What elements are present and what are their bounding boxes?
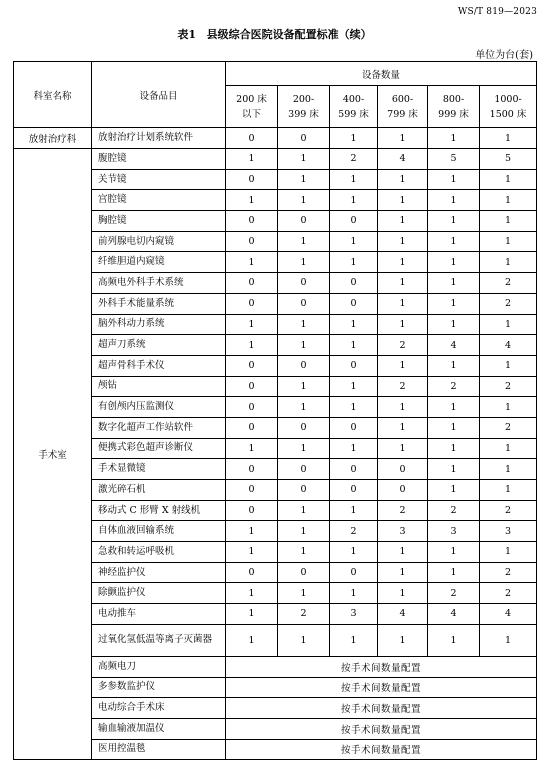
quantity-cell: 1 — [378, 438, 428, 459]
quantity-cell: 0 — [378, 459, 428, 480]
equipment-item: 颅钻 — [92, 376, 226, 397]
quantity-cell: 1 — [428, 211, 480, 232]
quantity-cell: 1 — [480, 169, 537, 190]
quantity-cell: 2 — [330, 149, 378, 170]
table-row — [14, 397, 537, 418]
quantity-cell: 1 — [278, 314, 330, 335]
equipment-item: 超声骨科手术仪 — [92, 355, 226, 376]
header-bed-range-line: 400- — [342, 93, 365, 105]
quantity-cell: 1 — [378, 128, 428, 149]
quantity-cell: 4 — [428, 604, 480, 625]
table-row — [14, 314, 537, 335]
standard-number: WS/T 819—2023 — [458, 7, 537, 17]
quantity-cell: 2 — [480, 583, 537, 604]
quantity-cell: 1 — [226, 604, 278, 625]
quantity-cell: 1 — [278, 542, 330, 563]
equipment-table — [13, 61, 537, 760]
quantity-cell: 1 — [428, 293, 480, 314]
quantity-note: 按手术间数量配置 — [226, 677, 537, 698]
equipment-item: 移动式 C 形臂 X 射线机 — [92, 500, 226, 521]
table-row — [14, 480, 537, 501]
quantity-cell: 0 — [226, 376, 278, 397]
quantity-cell: 1 — [480, 128, 537, 149]
quantity-cell: 1 — [428, 128, 480, 149]
header-bed-range-line: 200- — [292, 93, 315, 105]
quantity-cell: 0 — [226, 231, 278, 252]
table-number: 表1 — [177, 28, 197, 41]
quantity-cell: 1 — [378, 273, 428, 294]
quantity-cell: 1 — [226, 438, 278, 459]
table-row — [14, 583, 537, 604]
quantity-cell: 4 — [378, 149, 428, 170]
quantity-cell: 1 — [226, 542, 278, 563]
quantity-cell: 0 — [278, 128, 330, 149]
equipment-item: 便携式彩色超声诊断仪 — [92, 438, 226, 459]
quantity-cell: 1 — [428, 624, 480, 656]
header-department: 科室名称 — [14, 62, 92, 128]
table-row — [14, 718, 537, 739]
quantity-cell: 1 — [278, 190, 330, 211]
header-bed-range-line: 以下 — [241, 108, 261, 120]
equipment-item: 数字化超声工作站软件 — [92, 417, 226, 438]
quantity-cell: 2 — [480, 500, 537, 521]
quantity-cell: 1 — [480, 314, 537, 335]
table-row — [14, 273, 537, 294]
quantity-cell: 0 — [226, 293, 278, 314]
quantity-cell: 1 — [226, 583, 278, 604]
quantity-cell: 0 — [226, 273, 278, 294]
quantity-cell: 0 — [226, 169, 278, 190]
table-title-text: 县级综合医院设备配置标准（续） — [206, 28, 372, 41]
equipment-item: 宫腔镜 — [92, 190, 226, 211]
quantity-cell: 1 — [428, 355, 480, 376]
quantity-cell: 3 — [330, 604, 378, 625]
quantity-cell: 1 — [330, 190, 378, 211]
quantity-cell: 1 — [428, 459, 480, 480]
quantity-cell: 0 — [330, 459, 378, 480]
quantity-cell: 1 — [428, 314, 480, 335]
quantity-cell: 1 — [226, 335, 278, 356]
quantity-cell: 0 — [226, 128, 278, 149]
header-bed-range — [428, 86, 480, 128]
header-bed-range-line: 599 床 — [338, 108, 369, 120]
quantity-cell: 0 — [278, 562, 330, 583]
table-row — [14, 211, 537, 232]
header-bed-range-line: 799 床 — [387, 108, 418, 120]
quantity-cell: 1 — [480, 231, 537, 252]
quantity-cell: 0 — [226, 355, 278, 376]
quantity-cell: 1 — [226, 521, 278, 542]
quantity-cell: 0 — [278, 293, 330, 314]
quantity-note: 按手术间数量配置 — [226, 739, 537, 760]
quantity-cell: 1 — [226, 314, 278, 335]
header-bed-range-line: 999 床 — [438, 108, 469, 120]
header-bed-range-line: 1500 床 — [489, 108, 527, 120]
header-bed-range — [330, 86, 378, 128]
quantity-cell: 1 — [428, 273, 480, 294]
equipment-item: 输血输液加温仪 — [92, 718, 226, 739]
quantity-cell: 1 — [278, 376, 330, 397]
quantity-cell: 1 — [278, 397, 330, 418]
quantity-cell: 1 — [226, 190, 278, 211]
quantity-cell: 0 — [278, 480, 330, 501]
quantity-cell: 2 — [378, 335, 428, 356]
table-row — [14, 438, 537, 459]
quantity-cell: 0 — [330, 562, 378, 583]
quantity-cell: 1 — [278, 438, 330, 459]
equipment-item: 有创颅内压监测仪 — [92, 397, 226, 418]
header-bed-range — [378, 86, 428, 128]
quantity-cell: 1 — [378, 355, 428, 376]
quantity-cell: 1 — [428, 231, 480, 252]
quantity-cell: 1 — [278, 149, 330, 170]
header-bed-range — [226, 86, 278, 128]
quantity-note: 按手术间数量配置 — [226, 698, 537, 719]
quantity-cell: 1 — [378, 583, 428, 604]
quantity-cell: 1 — [428, 169, 480, 190]
header-bed-range-line: 200 床 — [236, 93, 267, 105]
quantity-cell: 1 — [226, 252, 278, 273]
header-bed-range — [480, 86, 537, 128]
quantity-cell: 1 — [480, 480, 537, 501]
quantity-cell: 1 — [330, 231, 378, 252]
equipment-item: 自体血液回输系统 — [92, 521, 226, 542]
quantity-cell: 0 — [330, 355, 378, 376]
quantity-cell: 1 — [330, 500, 378, 521]
quantity-cell: 0 — [278, 355, 330, 376]
quantity-cell: 4 — [378, 604, 428, 625]
table-row — [14, 376, 537, 397]
equipment-item: 医用控温毯 — [92, 739, 226, 760]
table-row — [14, 149, 537, 170]
quantity-cell: 1 — [330, 438, 378, 459]
quantity-cell: 0 — [330, 417, 378, 438]
department-name: 手术室 — [14, 149, 92, 760]
quantity-cell: 2 — [278, 604, 330, 625]
quantity-cell: 1 — [480, 438, 537, 459]
table-row — [14, 293, 537, 314]
quantity-cell: 1 — [428, 397, 480, 418]
quantity-cell: 2 — [480, 417, 537, 438]
unit-note: 单位为台(套) — [475, 50, 533, 61]
quantity-cell: 0 — [278, 273, 330, 294]
quantity-cell: 2 — [480, 273, 537, 294]
quantity-cell: 1 — [278, 624, 330, 656]
table-title — [0, 26, 549, 42]
quantity-cell: 1 — [378, 624, 428, 656]
quantity-cell: 2 — [428, 500, 480, 521]
quantity-cell: 1 — [480, 397, 537, 418]
quantity-cell: 1 — [378, 542, 428, 563]
table-row — [14, 521, 537, 542]
quantity-cell: 1 — [378, 397, 428, 418]
quantity-cell: 5 — [428, 149, 480, 170]
quantity-cell: 1 — [330, 376, 378, 397]
quantity-cell: 1 — [480, 459, 537, 480]
header-quantity: 设备数量 — [226, 62, 537, 86]
quantity-cell: 0 — [226, 417, 278, 438]
equipment-item: 外科手术能量系统 — [92, 293, 226, 314]
quantity-cell: 0 — [330, 211, 378, 232]
header-bed-range-line: 800- — [442, 93, 465, 105]
quantity-cell: 2 — [378, 500, 428, 521]
quantity-cell: 1 — [480, 624, 537, 656]
quantity-cell: 1 — [480, 211, 537, 232]
quantity-cell: 0 — [226, 397, 278, 418]
quantity-cell: 1 — [330, 128, 378, 149]
equipment-item: 电动综合手术床 — [92, 698, 226, 719]
quantity-cell: 0 — [226, 459, 278, 480]
quantity-cell: 2 — [480, 376, 537, 397]
table-row — [14, 169, 537, 190]
table-row — [14, 459, 537, 480]
quantity-cell: 1 — [480, 355, 537, 376]
table-row — [14, 355, 537, 376]
equipment-item: 手术显微镜 — [92, 459, 226, 480]
quantity-cell: 1 — [480, 542, 537, 563]
table-row — [14, 698, 537, 719]
quantity-cell: 1 — [278, 169, 330, 190]
quantity-note: 按手术间数量配置 — [226, 718, 537, 739]
quantity-cell: 3 — [378, 521, 428, 542]
quantity-cell: 2 — [428, 376, 480, 397]
quantity-cell: 1 — [330, 397, 378, 418]
quantity-cell: 1 — [278, 583, 330, 604]
quantity-cell: 2 — [428, 583, 480, 604]
equipment-item: 超声刀系统 — [92, 335, 226, 356]
quantity-cell: 0 — [226, 211, 278, 232]
table-row — [14, 542, 537, 563]
header-bed-range-line: 399 床 — [288, 108, 319, 120]
quantity-cell: 4 — [428, 335, 480, 356]
equipment-item: 前列腺电切内窥镜 — [92, 231, 226, 252]
quantity-cell: 1 — [226, 624, 278, 656]
quantity-cell: 1 — [330, 624, 378, 656]
header-bed-range — [278, 86, 330, 128]
quantity-cell: 1 — [428, 438, 480, 459]
table-row — [14, 417, 537, 438]
table-row — [14, 231, 537, 252]
equipment-item: 放射治疗计划系统软件 — [92, 128, 226, 149]
table-row — [14, 252, 537, 273]
equipment-item: 激光碎石机 — [92, 480, 226, 501]
table-row — [14, 656, 537, 677]
quantity-cell: 1 — [330, 314, 378, 335]
quantity-cell: 2 — [480, 562, 537, 583]
quantity-cell: 0 — [278, 459, 330, 480]
quantity-cell: 3 — [428, 521, 480, 542]
quantity-cell: 1 — [330, 169, 378, 190]
quantity-cell: 1 — [378, 252, 428, 273]
quantity-cell: 3 — [480, 521, 537, 542]
quantity-cell: 1 — [330, 542, 378, 563]
table-row — [14, 604, 537, 625]
quantity-cell: 1 — [278, 500, 330, 521]
equipment-item: 多参数监护仪 — [92, 677, 226, 698]
table-row — [14, 562, 537, 583]
equipment-item: 除颤监护仪 — [92, 583, 226, 604]
quantity-cell: 1 — [330, 252, 378, 273]
quantity-cell: 1 — [428, 542, 480, 563]
equipment-item: 纤维胆道内窥镜 — [92, 252, 226, 273]
equipment-item: 腹腔镜 — [92, 149, 226, 170]
quantity-cell: 1 — [428, 417, 480, 438]
quantity-cell: 0 — [278, 417, 330, 438]
table-row — [14, 677, 537, 698]
quantity-cell: 1 — [428, 190, 480, 211]
quantity-cell: 0 — [226, 500, 278, 521]
quantity-cell: 0 — [330, 480, 378, 501]
department-name: 放射治疗科 — [14, 128, 92, 149]
header-bed-range-line: 600- — [391, 93, 414, 105]
equipment-item: 胸腔镜 — [92, 211, 226, 232]
table-row — [14, 624, 537, 656]
equipment-item: 高频电外科手术系统 — [92, 273, 226, 294]
table-row — [14, 500, 537, 521]
quantity-cell: 1 — [378, 211, 428, 232]
quantity-cell: 1 — [378, 314, 428, 335]
table-row — [14, 128, 537, 149]
header-equipment-item: 设备品目 — [92, 62, 226, 128]
header-bed-range-line: 1000- — [494, 93, 522, 105]
quantity-cell: 0 — [330, 273, 378, 294]
quantity-cell: 0 — [278, 211, 330, 232]
quantity-cell: 1 — [378, 417, 428, 438]
quantity-cell: 5 — [480, 149, 537, 170]
quantity-cell: 0 — [378, 480, 428, 501]
quantity-cell: 1 — [428, 562, 480, 583]
equipment-item: 脑外科动力系统 — [92, 314, 226, 335]
quantity-cell: 2 — [330, 521, 378, 542]
quantity-cell: 1 — [226, 149, 278, 170]
quantity-cell: 2 — [378, 376, 428, 397]
quantity-cell: 0 — [226, 480, 278, 501]
quantity-cell: 4 — [480, 604, 537, 625]
quantity-cell: 1 — [378, 169, 428, 190]
equipment-item: 关节镜 — [92, 169, 226, 190]
quantity-note: 按手术间数量配置 — [226, 656, 537, 677]
quantity-cell: 2 — [480, 293, 537, 314]
table-row — [14, 190, 537, 211]
quantity-cell: 0 — [226, 562, 278, 583]
quantity-cell: 1 — [278, 252, 330, 273]
equipment-item: 电动推车 — [92, 604, 226, 625]
table-row — [14, 739, 537, 760]
quantity-cell: 1 — [278, 335, 330, 356]
table-row — [14, 335, 537, 356]
quantity-cell: 1 — [330, 583, 378, 604]
quantity-cell: 0 — [330, 293, 378, 314]
quantity-cell: 1 — [278, 231, 330, 252]
equipment-item: 过氧化氢低温等离子灭菌器 — [92, 624, 226, 656]
quantity-cell: 1 — [378, 562, 428, 583]
quantity-cell: 1 — [330, 335, 378, 356]
quantity-cell: 1 — [428, 252, 480, 273]
quantity-cell: 1 — [278, 521, 330, 542]
quantity-cell: 1 — [480, 190, 537, 211]
quantity-cell: 1 — [378, 190, 428, 211]
equipment-item: 高频电刀 — [92, 656, 226, 677]
quantity-cell: 1 — [428, 480, 480, 501]
quantity-cell: 1 — [378, 231, 428, 252]
equipment-item: 急救和转运呼吸机 — [92, 542, 226, 563]
equipment-item: 神经监护仪 — [92, 562, 226, 583]
quantity-cell: 1 — [480, 252, 537, 273]
quantity-cell: 4 — [480, 335, 537, 356]
quantity-cell: 1 — [378, 293, 428, 314]
